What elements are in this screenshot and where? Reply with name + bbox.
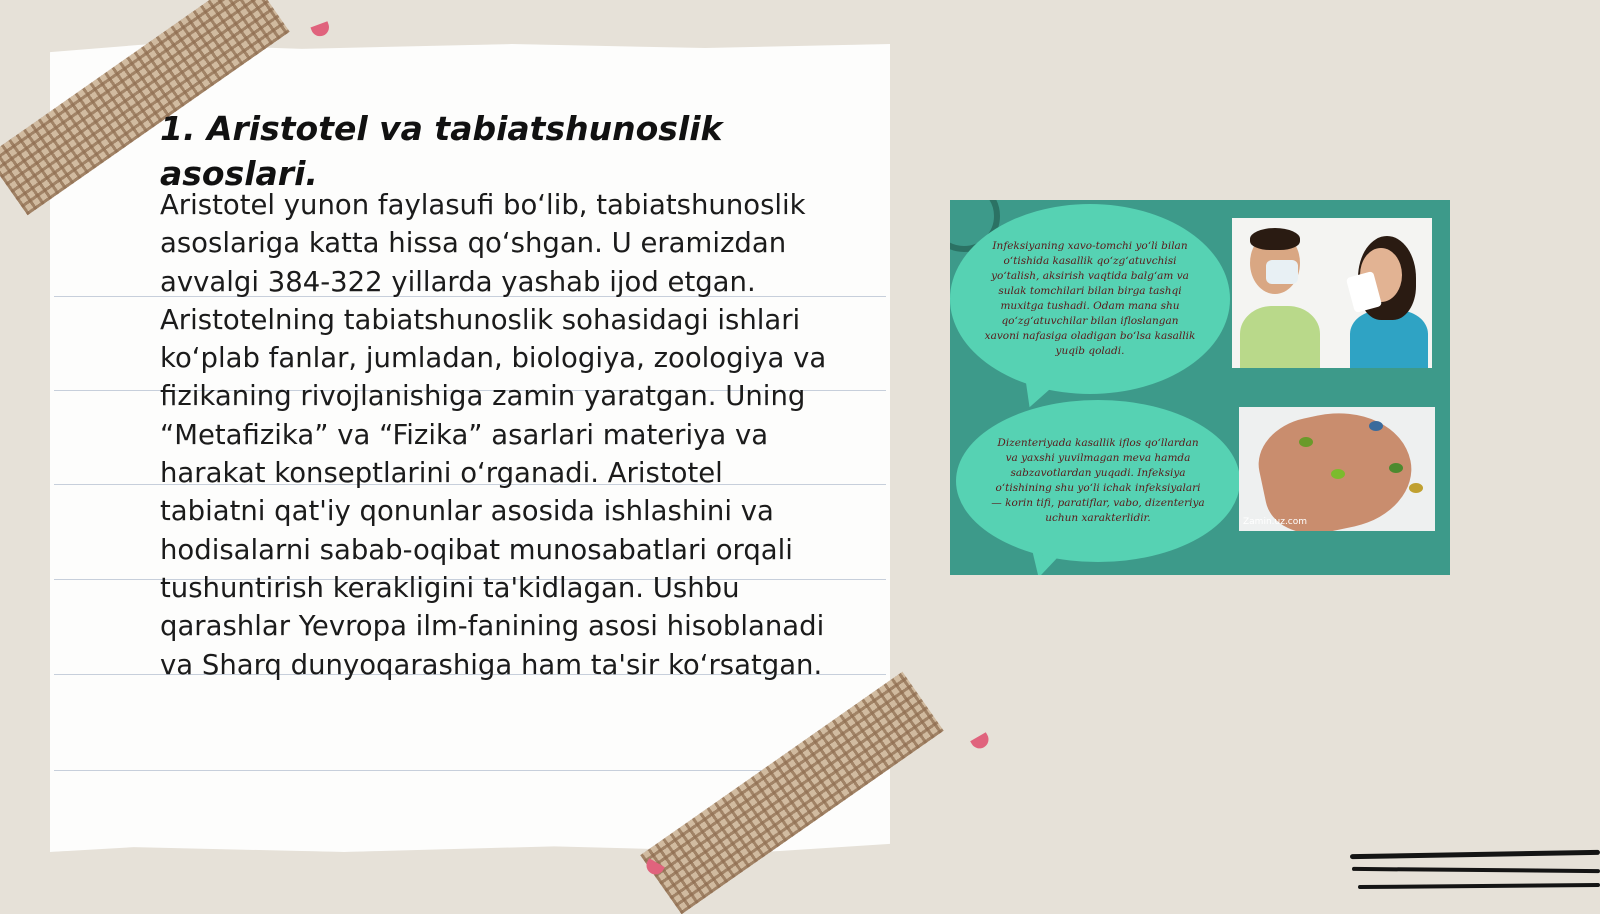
germ-icon xyxy=(1331,469,1345,479)
face-mask xyxy=(1266,260,1298,284)
brush-stroke-decoration xyxy=(1352,867,1600,873)
germ-icon xyxy=(1299,437,1313,447)
brush-stroke-decoration xyxy=(1350,850,1600,859)
slide-body-text: Aristotel yunon faylasufi bo‘lib, tabiatshunoslik asoslariga katta hissa qo‘shgan. U eramizdan avvalgi 384-322 yillarda yashab ijod etgan. Aristotelning tabiatshunoslik sohasidagi ishlari ko‘plab fanlar, jumladan, biologiya, zoologiya va fizikaning rivojlanishiga zamin yaratgan. Uning “Metafizika” va “Fizika” asarlari materiya va harakat konseptlarini o‘rganadi. Aristotel tabiatni qat'iy qonunlar asosida ishlashini va hodisalarni sabab-oqibat munosabatlari orqali tushuntirish kerakligini ta'kidlagan. Ushbu qarashlar Yevropa ilm-fanining asosi hisoblanadi va Sharq dunyoqarashiga ham ta'sir ko‘rsatgan. xyxy=(160,189,827,681)
infection-illustration xyxy=(950,200,1450,575)
pink-tab-decoration xyxy=(310,21,331,38)
germ-icon xyxy=(1389,463,1403,473)
photo-watermark: Zamin.uz.com xyxy=(1243,517,1308,527)
slide-title: 1. Aristotel va tabiatshunoslik asoslari. xyxy=(160,109,723,193)
man-hair xyxy=(1250,228,1300,250)
pink-tab-decoration xyxy=(970,732,992,751)
brush-stroke-decoration xyxy=(1358,883,1600,889)
bubble-text-airborne: Infeksiyaning xavo-tomchi yo‘li bilan o‘tishida kasallik qo‘zg‘atuvchisi yo‘talish, aksirish vaqtida balg‘am va sulak tomchilari bilan birga tashqi muxitga tushadi. Odam mana shu qo‘zg‘atuvchilar bilan ifloslangan xavoni nafasiga oladigan bo‘lsa kasallik yuqib qoladi. xyxy=(984,240,1196,357)
germ-icon xyxy=(1369,421,1383,431)
coughing-people-photo xyxy=(1232,218,1432,368)
bubble-text-dysentery: Dizenteriyada kasallik iflos qo‘llardan va yaxshi yuvilmagan meva hamda sabzavotlardan yuqadi. Infeksiya o‘tishining shu yo‘li ichak infeksiyalari — korin tifi, paratiflar, vabo, dizenteriya uchun xarakterlidir. xyxy=(991,437,1205,524)
man-shirt xyxy=(1240,306,1320,368)
speech-bubble-airborne xyxy=(950,204,1230,394)
dirty-hand-photo xyxy=(1239,407,1435,531)
germ-icon xyxy=(1409,483,1423,493)
speech-bubble-dysentery xyxy=(956,400,1240,562)
